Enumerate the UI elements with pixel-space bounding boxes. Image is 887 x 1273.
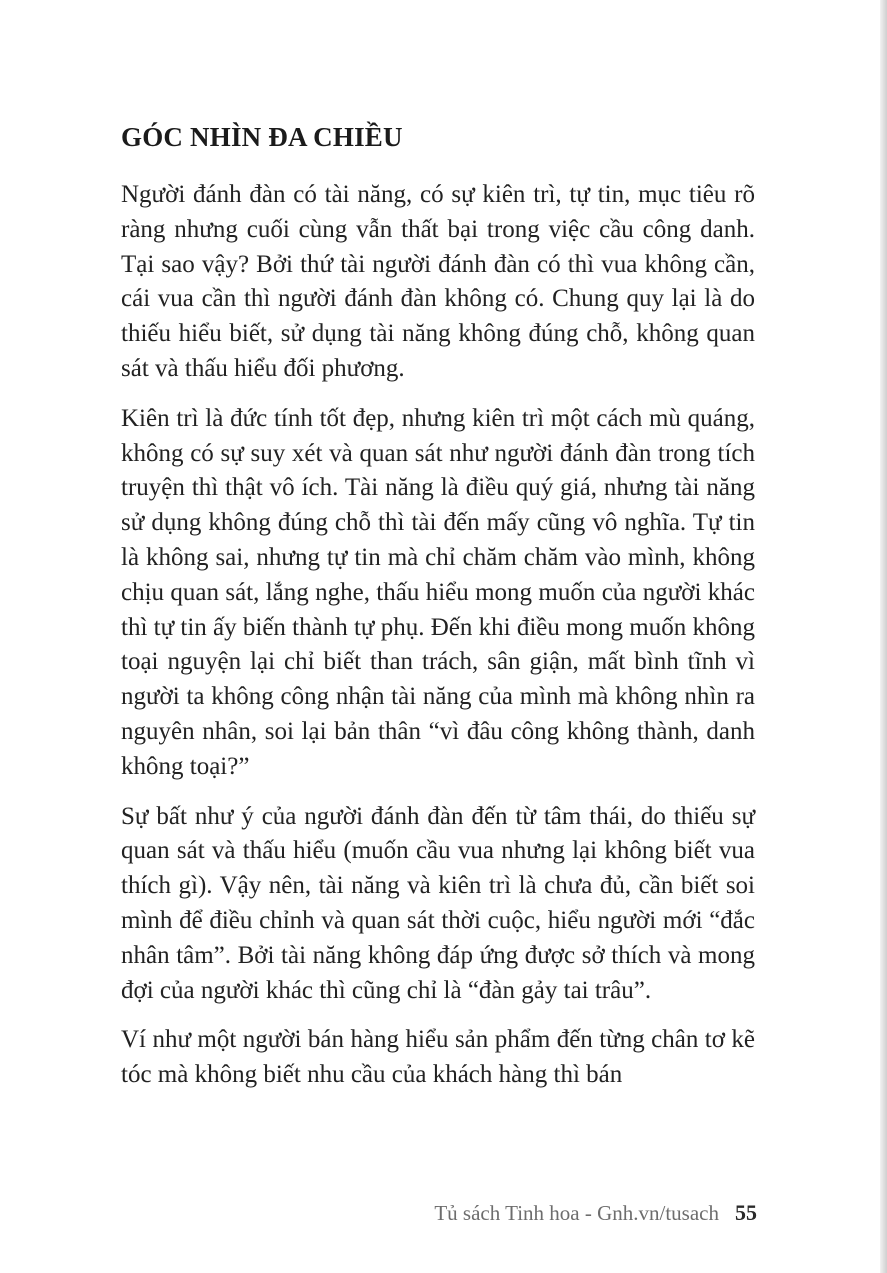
section-heading: GÓC NHÌN ĐA CHIỀU — [121, 122, 403, 152]
paragraph-4: Ví như một người bán hàng hiểu sản phẩm đến từng chân tơ kẽ tóc mà không biết nhu cầu của khách hàng thì bán — [121, 1026, 755, 1089]
page-number: 55 — [735, 1200, 757, 1225]
page-content — [121, 118, 755, 1093]
paragraph-2: Kiên trì là đức tính tốt đẹp, nhưng kiên trì một cách mù quáng, không có sự suy xét và quan sát như người đánh đàn trong tích truyện thì thật vô ích. Tài năng là điều quý giá, nhưng tài năng sử dụng không đúng chỗ thì tài đến mấy cũng vô nghĩa. Tự tin là không sai, nhưng tự tin mà chỉ chăm chăm vào mình, không chịu quan sát, lắng nghe, thấu hiểu mong muốn của người khác thì tự tin ấy biến thành tự phụ. Đến khi điều mong muốn không toại nguyện lại chỉ biết than trách, sân giận, mất bình tĩnh vì người ta không công nhận tài năng của mình mà không nhìn ra nguyên nhân, soi lại bản thân “vì đâu công không thành, danh không toại?” — [121, 404, 755, 780]
paragraph-3: Sự bất như ý của người đánh đàn đến từ tâm thái, do thiếu sự quan sát và thấu hiểu (muốn cầu vua nhưng lại không biết vua thích gì). Vậy nên, tài năng và kiên trì là chưa đủ, cần biết soi mình để điều chỉnh và quan sát thời cuộc, hiểu người mới “đắc nhân tâm”. Bởi tài năng không đáp ứng được sở thích và mong đợi của người khác thì cũng chỉ là “đàn gảy tai trâu”. — [121, 802, 755, 1004]
paragraph-1: Người đánh đàn có tài năng, có sự kiên trì, tự tin, mục tiêu rõ ràng nhưng cuối cùng vẫn thất bại trong việc cầu công danh. Tại sao vậy? Bởi thứ tài người đánh đàn có thì vua không cần, cái vua cần thì người đánh đàn không có. Chung quy lại là do thiếu hiểu biết, sử dụng tài năng không đúng chỗ, không quan sát và thấu hiểu đối phương. — [121, 181, 755, 382]
page-edge-shadow — [880, 0, 887, 1273]
footer-source: Tủ sách Tinh hoa - Gnh.vn/tusach — [434, 1201, 719, 1225]
page-footer — [0, 1200, 757, 1226]
